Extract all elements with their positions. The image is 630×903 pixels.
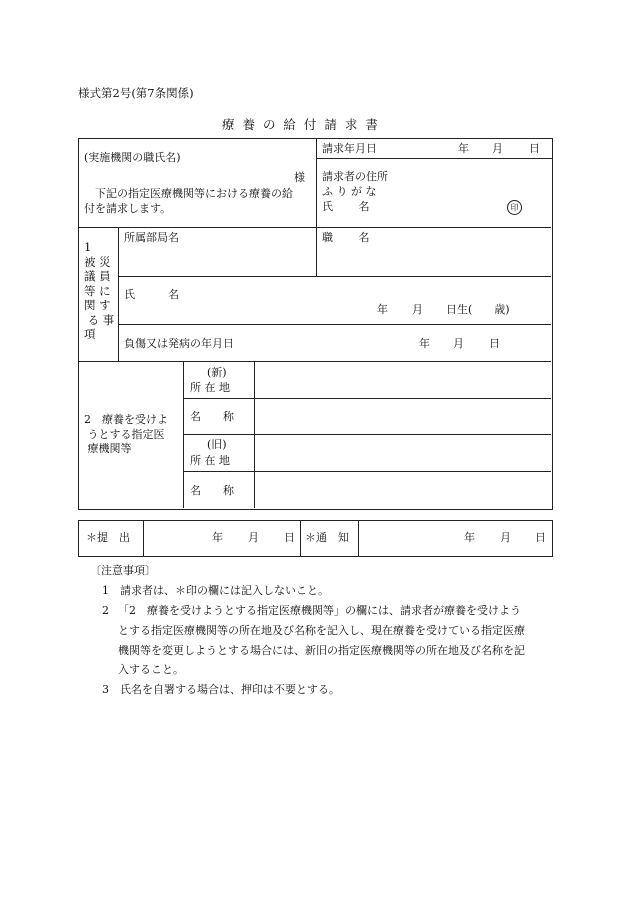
note1-text: 請求者は、＊印の欄には記入しないこと。 xyxy=(120,584,329,597)
note2-number: 2 xyxy=(102,604,109,617)
injury-year: 年 xyxy=(419,337,430,350)
claimant-name-label: 氏 名 xyxy=(322,200,370,213)
notify-month: 月 xyxy=(500,531,511,544)
injury-date-label: 負傷又は発病の年月日 xyxy=(124,337,234,350)
new-name-label: 名 称 xyxy=(190,410,234,423)
note2-line2: とする指定医療機関等の所在地及び名称を記入し、現在療養を受けている指定医療 xyxy=(118,624,525,637)
section1-label: 1 被 災 議 員 等 に 関 す る 事 項 xyxy=(84,240,115,341)
notify-day: 日 xyxy=(535,531,546,544)
submit-label: ＊提 出 xyxy=(86,531,130,544)
submit-day: 日 xyxy=(284,531,295,544)
form-title: 療 養 の 給 付 請 求 書 xyxy=(222,117,380,132)
form-number: 様式第2号(第7条関係) xyxy=(78,86,194,100)
notify-label: ＊通 知 xyxy=(305,531,349,544)
birth-month: 月 xyxy=(412,303,423,316)
honorific: 様 xyxy=(294,171,305,184)
old-marker: (旧) xyxy=(207,438,227,451)
claimant-address-label: 請求者の住所 xyxy=(322,170,388,183)
org-label: (実施機関の職氏名) xyxy=(84,151,181,164)
seal-icon: 印 xyxy=(507,200,522,215)
notify-year: 年 xyxy=(464,531,475,544)
old-name-label: 名 称 xyxy=(190,484,234,497)
request-text-line1: 下記の指定医療機関等における療養の給 xyxy=(95,187,293,200)
request-date-year: 年 xyxy=(458,142,469,155)
note2-line3: 機関等を変更しようとする場合には、新旧の指定医療機関等の所在地及び名称を記 xyxy=(118,644,525,657)
request-date-month: 月 xyxy=(492,142,503,155)
birth-day-age: 日生( 歳) xyxy=(446,303,510,316)
injury-month: 月 xyxy=(453,337,464,350)
birth-year: 年 xyxy=(377,303,388,316)
request-text-line2: 付を請求します。 xyxy=(84,202,172,215)
new-marker: (新) xyxy=(207,366,227,379)
injury-day: 日 xyxy=(489,337,500,350)
note2-line4: 入すること。 xyxy=(118,663,184,676)
note3-number: 3 xyxy=(102,683,109,696)
section2-label: 2 療養を受けよ うとする指定医 療機関等 xyxy=(84,413,168,455)
note1-number: 1 xyxy=(102,584,109,597)
new-location-label: 所 在 地 xyxy=(190,381,230,394)
request-date-label: 請求年月日 xyxy=(322,142,377,155)
claimant-furigana-label: ふ り が な xyxy=(322,185,377,198)
submit-month: 月 xyxy=(248,531,259,544)
note2-line1: 「2 療養を受けようとする指定医療機関等」の欄には、請求者が療養を受けよう xyxy=(118,604,521,617)
submit-year: 年 xyxy=(212,531,223,544)
position-label: 職 名 xyxy=(322,231,370,244)
old-location-label: 所 在 地 xyxy=(190,454,230,467)
note3-text: 氏名を自署する場合は、押印は不要とする。 xyxy=(120,683,340,696)
request-date-day: 日 xyxy=(529,142,540,155)
dept-label: 所属部局名 xyxy=(124,231,179,244)
notes-heading: 〔注意事項〕 xyxy=(90,564,156,577)
injured-name-label: 氏 名 xyxy=(124,288,179,301)
